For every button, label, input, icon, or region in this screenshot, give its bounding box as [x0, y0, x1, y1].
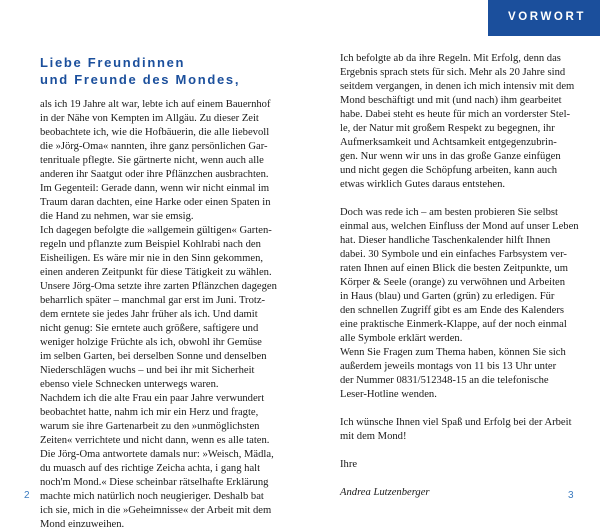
closing-line: Ihre: [340, 459, 358, 470]
text-line: Doch was rede ich – am besten probieren Sie selbst: [340, 207, 558, 218]
text-line: habe. Dabei steht es heute für mich an vorderster Stel-: [340, 109, 571, 120]
text-line: Wenn Sie Fragen zum Thema haben, können Sie sich: [340, 347, 566, 358]
section-label: VORWORT: [507, 11, 586, 23]
text-line: noch'm Mond.« Diese scheinbar rätselhafte Erklärung: [40, 477, 269, 488]
text-line: in der Nähe von Kempten im Allgäu. Zu dieser Zeit: [40, 113, 259, 124]
greeting-heading: [40, 54, 310, 88]
text-line: Zeiten« verrichtete und nicht dann, wenn es alle taten.: [40, 435, 270, 446]
text-line: einmal aus, welchen Einfluss der Mond auf unser Leben: [340, 221, 579, 232]
text-line: außerdem jeweils montags von 11 bis 13 Uhr unter: [340, 361, 557, 372]
text-line: einen anderen Zeitpunkt für diese Tätigkeit zu wählen.: [40, 267, 272, 278]
text-line: seitdem vergangen, in denen ich mich intensiv mit dem: [340, 81, 575, 92]
text-line: die »Jörg-Oma« nannten, ihre ganz persönlichen Gar-: [40, 141, 268, 152]
text-line: Niederschlägen wuchs – und bei ihr mit Sicherheit: [40, 365, 255, 376]
text-line: beobachtet hatte, nahm ich mir ein Herz und fragte,: [40, 407, 259, 418]
text-line: Traum daran dachten, eine Harke oder einen Spaten in: [40, 197, 271, 208]
text-line: nicht genug: Sie erntete auch größere, saftigere und: [40, 323, 259, 334]
text-line: etwas wirklich Gutes daraus entstehen.: [340, 179, 506, 190]
text-line: eine praktische Einmerk-Klappe, auf der noch einmal: [340, 319, 567, 330]
text-line: ich sie, mich in die »Geheimnisse« der Arbeit mit dem: [40, 505, 272, 516]
text-line: du muasch auf des richtige Zeicha achta, i gang halt: [40, 463, 261, 474]
text-line: tenrituale pflegte. Sie gärtnerte nicht, wenn auch alle: [40, 155, 264, 166]
signature: Andrea Lutzenberger: [340, 487, 430, 498]
text-line: als ich 19 Jahre alt war, lebte ich auf einem Bauernhof: [40, 99, 271, 110]
text-line: Ergebnis sprach stets für sich. Mehr als 20 Jahre sind: [340, 67, 566, 78]
text-line: beobachtete ich, wie die Hofbäuerin, die alle liebevoll: [40, 127, 270, 138]
text-line: Mond beschäftigt und mit (und nach) ihm gearbeitet: [340, 95, 562, 106]
text-line: der Nummer 0831/512348-15 an die telefonische: [340, 375, 549, 386]
text-line: die Hand zu nehmen, war sie emsig.: [40, 211, 194, 222]
text-line: warum sie ihre Gartenarbeit zu den »unmöglichsten: [40, 421, 260, 432]
paragraph-1: [340, 52, 590, 192]
text-line: Unsere Jörg-Oma setzte ihre zarten Pflänzchen dagegen: [40, 281, 277, 292]
paragraph-3: [340, 416, 590, 444]
paragraph-2: [340, 206, 590, 402]
text-line: Leser-Hotline wenden.: [340, 389, 437, 400]
text-line: dabei. 30 Symbole und ein einfaches Farbsystem ver-: [340, 249, 567, 260]
text-line: Im Gegenteil: Gerade dann, wenn wir nicht einmal im: [40, 183, 270, 194]
text-line: in Haus (blau) und Garten (grün) zu erledigen. Für: [340, 291, 555, 302]
greeting-line-2: und Freunde des Mondes,: [40, 72, 241, 87]
left-text-column: [40, 98, 320, 532]
text-line: Körper & Seele (orange) zu verwöhnen und Arbeiten: [340, 277, 566, 288]
text-line: den schnellen Zugriff gibt es am Ende des Kalenders: [340, 305, 564, 316]
text-line: dem erntete sie jedes Jahr früher als ich. Und damit: [40, 309, 258, 320]
text-line: beharrlich später – manchmal gar erst im Juni. Trotz-: [40, 295, 266, 306]
text-line: Aufmerksamkeit und Achtsamkeit entgegenzubrin-: [340, 137, 557, 148]
text-line: ebenso viele Schnecken unterwegs waren.: [40, 379, 219, 390]
text-line: Ich befolgte ab da ihre Regeln. Mit Erfolg, denn das: [340, 53, 561, 64]
text-line: und nicht gegen die Schöpfung arbeiten, kann auch: [340, 165, 558, 176]
text-line: alle Symbole erklärt werden.: [340, 333, 463, 344]
text-line: Eisheiligen. Es wäre mir nie in den Sinn gekommen,: [40, 253, 264, 264]
text-line: regeln und pflanzte zum Beispiel Kohlrabi nach den: [40, 239, 261, 250]
text-line: raten Ihnen auf einen Blick die besten Zeitpunkte, um: [340, 263, 568, 274]
greeting-line-1: Liebe Freundinnen: [40, 55, 186, 70]
text-line: Ich wünsche Ihnen viel Spaß und Erfolg bei der Arbeit: [340, 417, 572, 428]
right-text-column: [340, 52, 590, 500]
text-line: im selben Garten, bei derselben Sonne und denselben: [40, 351, 267, 362]
page-number-left: 2: [24, 490, 30, 501]
text-line: Die Jörg-Oma antwortete damals nur: »Weisch, Mädla,: [40, 449, 274, 460]
text-line: le, der Natur mit großem Respekt zu begegnen, ihr: [340, 123, 555, 134]
text-line: Ich dagegen befolgte die »allgemein gültigen« Garten-: [40, 225, 272, 236]
text-line: Nachdem ich die alte Frau ein paar Jahre verwundert: [40, 393, 265, 404]
text-line: hat. Dieser handliche Taschenkalender hilft Ihnen: [340, 235, 551, 246]
section-header-bar: [488, 0, 600, 36]
text-line: mit dem Mond!: [340, 431, 407, 442]
text-line: gen. Nur wenn wir uns in das große Ganze einfügen: [340, 151, 561, 162]
text-line: anderen ihr Saatgut oder ihre Pflänzchen ausbrachten.: [40, 169, 269, 180]
text-line: Mond einzuweihen.: [40, 519, 125, 530]
text-line: weniger holzige Früchte als ich, obwohl ihr Gemüse: [40, 337, 262, 348]
text-line: machte mich natürlich noch neugieriger. Deshalb bat: [40, 491, 264, 502]
page-number-right: 3: [568, 490, 574, 501]
